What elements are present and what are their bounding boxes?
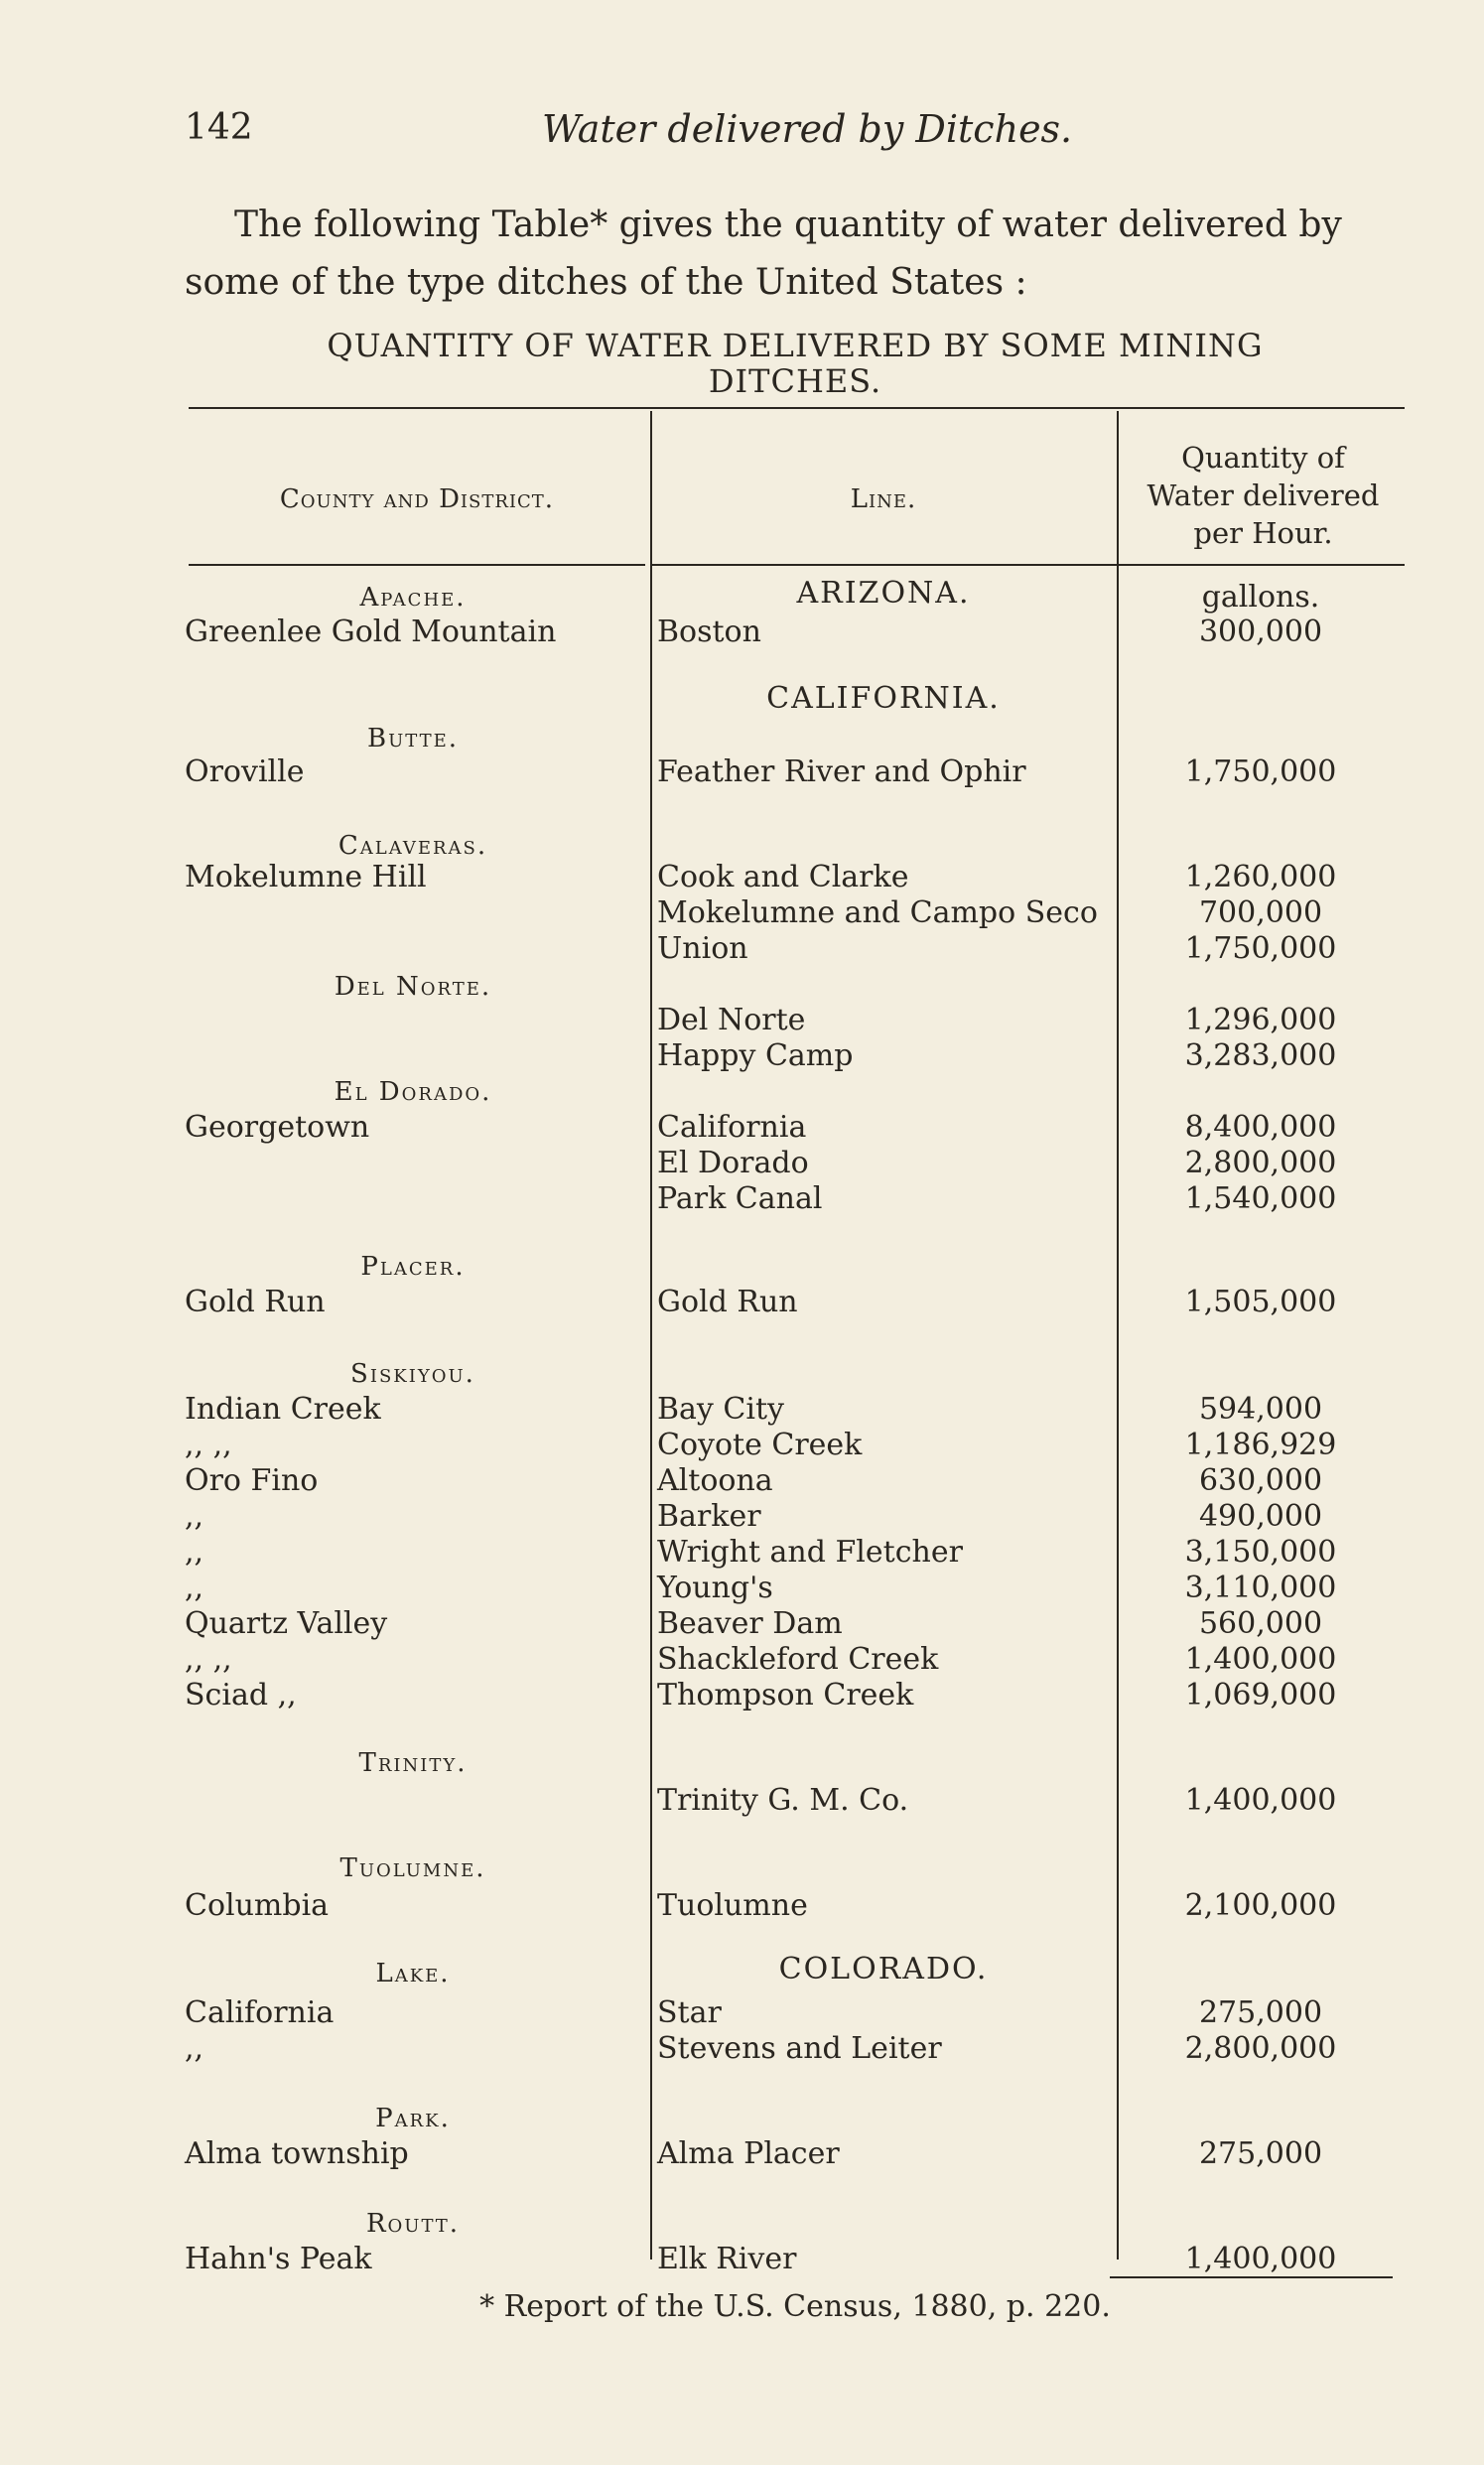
quantity-cell: 1,400,000 [1184, 1783, 1337, 1818]
line-cell: Union [657, 931, 748, 966]
quantity-cell: 700,000 [1198, 895, 1323, 930]
line-cell: Trinity G. M. Co. [657, 1783, 909, 1818]
county-heading-routt: Routt. [365, 2209, 461, 2239]
line-cell: Mokelumne and Campo Seco [657, 895, 1098, 930]
line-cell: Young's [657, 1571, 773, 1605]
county-heading-calaveras: Calaveras. [337, 831, 488, 861]
line-cell: Altoona [657, 1463, 773, 1498]
county-heading-tuolumne: Tuolumne. [339, 1853, 486, 1883]
quantity-cell: 1,260,000 [1184, 860, 1337, 894]
page-header [185, 107, 1385, 157]
county-heading-apache: Apache. [359, 583, 467, 613]
line-cell: Feather River and Ophir [657, 754, 1026, 789]
quantity-cell: 594,000 [1198, 1392, 1323, 1427]
district-cell: Sciad ,, [185, 1678, 297, 1712]
column-divider-1 [650, 411, 652, 2260]
column-header-line: Line. [850, 484, 917, 514]
quantity-cell: 1,400,000 [1184, 1642, 1337, 1677]
county-heading-el-dorado: El Dorado. [334, 1077, 492, 1107]
quantity-cell: 275,000 [1198, 2136, 1323, 2171]
quantity-cell: 630,000 [1198, 1463, 1323, 1498]
state-heading-california: CALIFORNIA. [766, 681, 1001, 716]
table-title [185, 328, 1406, 399]
quantity-cell: 1,505,000 [1184, 1285, 1337, 1319]
line-cell: El Dorado [657, 1146, 809, 1180]
district-cell: ,, [185, 1535, 204, 1570]
line-cell: Happy Camp [657, 1038, 854, 1073]
district-cell: Quartz Valley [185, 1606, 388, 1641]
district-cell: ,, ,, [185, 1428, 232, 1462]
line-cell: Wright and Fletcher [657, 1535, 963, 1570]
line-cell: Tuolumne [657, 1888, 808, 1923]
line-cell: Stevens and Leiter [657, 2031, 942, 2066]
district-cell: ,, [185, 1571, 204, 1605]
county-heading-trinity: Trinity. [358, 1748, 468, 1778]
line-cell: Bay City [657, 1392, 784, 1427]
district-cell: California [185, 1995, 335, 2030]
quantity-cell: 2,800,000 [1184, 1146, 1337, 1180]
line-cell: Thompson Creek [657, 1678, 914, 1712]
line-cell: Cook and Clarke [657, 860, 909, 894]
line-cell: Star [657, 1995, 722, 2030]
district-cell: Georgetown [185, 1110, 370, 1145]
line-cell: Coyote Creek [657, 1428, 863, 1462]
quantity-cell: 3,110,000 [1184, 1571, 1337, 1605]
district-cell: Indian Creek [185, 1392, 381, 1427]
district-cell: Oro Fino [185, 1463, 319, 1498]
quantity-cell: 300,000 [1198, 615, 1323, 649]
county-heading-placer: Placer. [360, 1252, 466, 1282]
line-cell: Elk River [657, 2242, 797, 2276]
line-cell: Alma Placer [657, 2136, 840, 2171]
quantity-cell: 275,000 [1198, 1995, 1323, 2030]
county-heading-butte: Butte. [366, 724, 460, 753]
district-cell: ,, ,, [185, 1642, 232, 1677]
line-cell: Park Canal [657, 1181, 823, 1216]
district-cell: Oroville [185, 754, 305, 789]
quantity-cell: 8,400,000 [1184, 1110, 1337, 1145]
quantity-cell: 490,000 [1198, 1499, 1323, 1534]
line-cell: Beaver Dam [657, 1606, 843, 1641]
quantity-cell: 2,800,000 [1184, 2031, 1337, 2066]
quantity-cell: 2,100,000 [1184, 1888, 1337, 1923]
units-label: gallons. [1201, 580, 1320, 615]
table-title-line2: DITCHES. [708, 362, 882, 400]
district-cell: ,, [185, 2031, 204, 2066]
district-cell: Columbia [185, 1888, 330, 1923]
intro-paragraph: The following Table* gives the quantity of water delivered by some of the type ditches of the United States : [185, 205, 1342, 303]
footnote: * Report of the U.S. Census, 1880, p. 220. [479, 2289, 1111, 2324]
column-header-district: County and District. [279, 484, 555, 514]
district-cell: Gold Run [185, 1285, 326, 1319]
district-cell: Greenlee Gold Mountain [185, 615, 557, 649]
quantity-header-line3: per Hour. [1193, 516, 1333, 550]
quantity-header-line1: Quantity of [1181, 441, 1345, 475]
district-cell: Mokelumne Hill [185, 860, 427, 894]
district-cell: Alma township [185, 2136, 409, 2171]
quantity-cell: 1,750,000 [1184, 931, 1337, 966]
quantity-cell: 1,400,000 [1184, 2242, 1337, 2276]
district-cell: Hahn's Peak [185, 2242, 372, 2276]
line-cell: Shackleford Creek [657, 1642, 939, 1677]
quantity-header-line2: Water delivered [1147, 479, 1380, 512]
county-heading-park: Park. [375, 2104, 451, 2133]
line-cell: Del Norte [657, 1003, 806, 1037]
column-divider-2 [1117, 411, 1119, 2260]
line-cell: California [657, 1110, 807, 1145]
table-title-line1: QUANTITY OF WATER DELIVERED BY SOME MINING [327, 327, 1264, 364]
page-number: 142 [185, 107, 253, 148]
county-heading-siskiyou: Siskiyou. [350, 1359, 475, 1389]
line-cell: Gold Run [657, 1285, 798, 1319]
quantity-cell: 1,069,000 [1184, 1678, 1337, 1712]
quantity-cell: 560,000 [1198, 1606, 1323, 1641]
state-heading-colorado: COLORADO. [778, 1952, 989, 1986]
line-cell: Boston [657, 615, 761, 649]
running-title: Water delivered by Ditches. [542, 107, 1073, 151]
quantity-cell: 1,750,000 [1184, 754, 1337, 789]
county-heading-del-norte: Del Norte. [334, 972, 492, 1002]
quantity-cell: 1,186,929 [1184, 1428, 1337, 1462]
quantity-cell: 3,283,000 [1184, 1038, 1337, 1073]
county-heading-lake: Lake. [375, 1959, 451, 1988]
district-cell: ,, [185, 1499, 204, 1534]
state-heading-arizona: ARIZONA. [796, 576, 971, 611]
table-top-rule [189, 407, 1405, 409]
quantity-cell: 1,540,000 [1184, 1181, 1337, 1216]
quantity-cell: 3,150,000 [1184, 1535, 1337, 1570]
header-bottom-rule-left [189, 564, 645, 566]
line-cell: Barker [657, 1499, 761, 1534]
quantity-cell: 1,296,000 [1184, 1003, 1337, 1037]
header-bottom-rule-right [650, 564, 1405, 566]
column-header-quantity [1122, 439, 1405, 552]
